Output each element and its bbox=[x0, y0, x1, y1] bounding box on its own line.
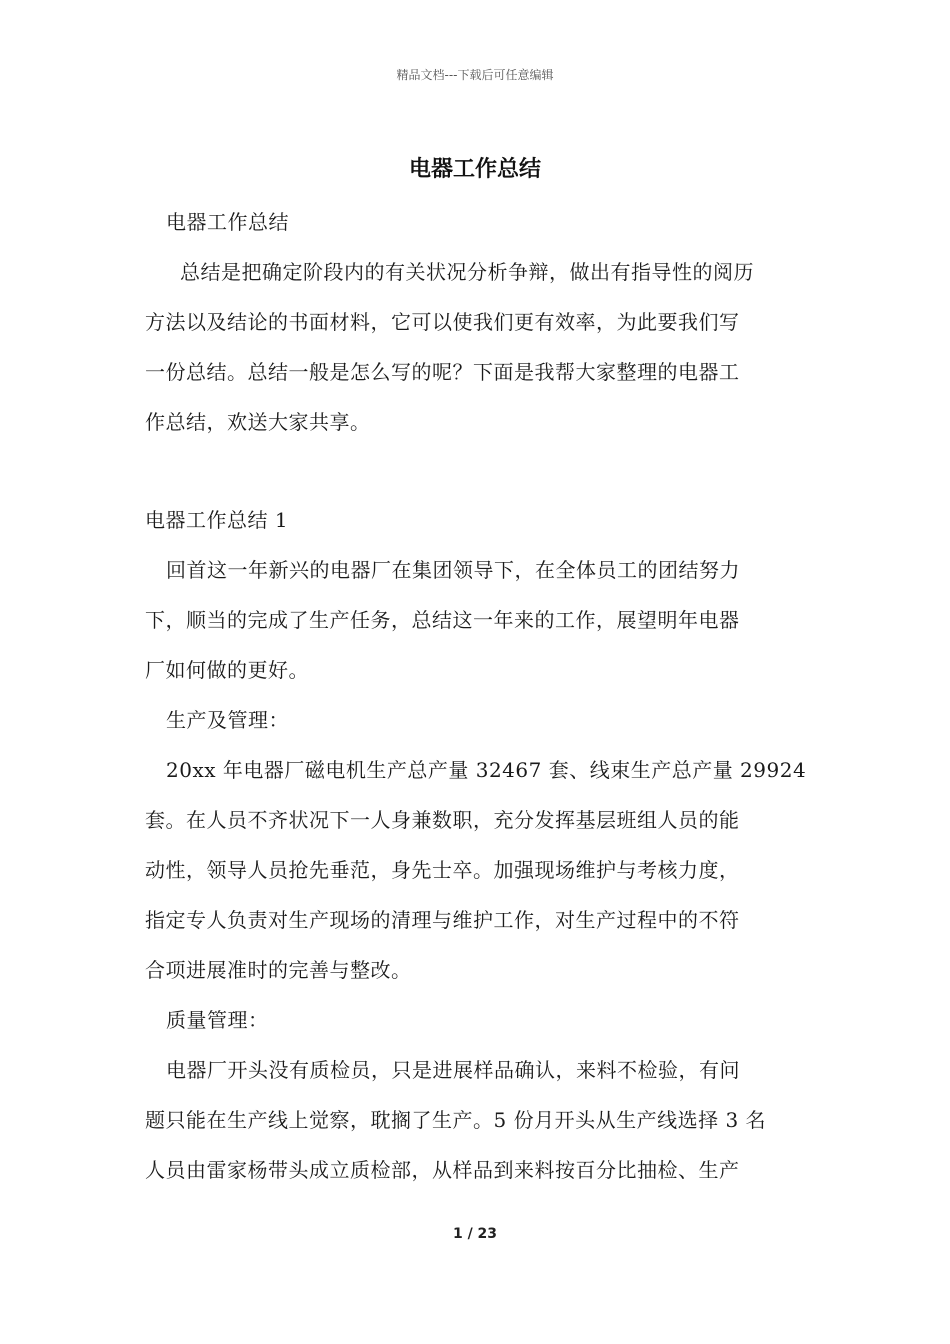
section-1-block bbox=[145, 495, 809, 1195]
paragraph-3-line-2: 题只能在生产线上觉察，耽搁了生产。5 份月开头从生产线选择 3 名 bbox=[145, 1108, 767, 1132]
paragraph-3-line-1: 电器厂开头没有质检员，只是进展样品确认，来料不检验，有问 bbox=[166, 1058, 740, 1082]
paragraph-2-line-4: 指定专人负责对生产现场的清理与维护工作，对生产过程中的不符 bbox=[145, 908, 740, 932]
paragraph-1-line-3: 厂如何做的更好。 bbox=[145, 658, 309, 682]
page-number: 1 / 23 bbox=[452, 1226, 498, 1242]
header-note: 精品文档---下载后可任意编辑 bbox=[396, 68, 554, 82]
intro-line-4: 作总结，欢送大家共享。 bbox=[145, 410, 371, 434]
intro-line-1: 总结是把确定阶段内的有关状况分析争辩，做出有指导性的阅历 bbox=[180, 260, 754, 284]
paragraph-1-line-1: 回首这一年新兴的电器厂在集团领导下，在全体员工的团结努力 bbox=[166, 558, 740, 582]
intro-line-2: 方法以及结论的书面材料，它可以使我们更有效率，为此要我们写 bbox=[145, 310, 740, 334]
section-heading: 电器工作总结 1 bbox=[145, 508, 289, 532]
paragraph-1-line-2: 下，顺当的完成了生产任务，总结这一年来的工作，展望明年电器 bbox=[145, 608, 740, 632]
paragraph-2-line-5: 合项进展准时的完善与整改。 bbox=[145, 958, 412, 982]
paragraph-2-line-1: 20xx 年电器厂磁电机生产总产量 32467 套、线束生产总产量 29924 bbox=[166, 758, 807, 782]
paragraph-2-line-3: 动性，领导人员抢先垂范，身先士卒。加强现场维护与考核力度， bbox=[145, 858, 740, 882]
intro-line-3: 一份总结。总结一般是怎么写的呢？下面是我帮大家整理的电器工 bbox=[145, 360, 740, 384]
intro-block bbox=[145, 197, 809, 447]
document-title: 电器工作总结 bbox=[408, 157, 541, 182]
heading-production: 生产及管理： bbox=[166, 708, 289, 732]
subtitle: 电器工作总结 bbox=[166, 210, 289, 234]
paragraph-2-line-2: 套。在人员不齐状况下一人身兼数职，充分发挥基层班组人员的能 bbox=[145, 808, 740, 832]
heading-quality: 质量管理： bbox=[166, 1008, 269, 1032]
paragraph-3-line-3: 人员由雷家杨带头成立质检部，从样品到来料按百分比抽检、生产 bbox=[145, 1158, 740, 1182]
